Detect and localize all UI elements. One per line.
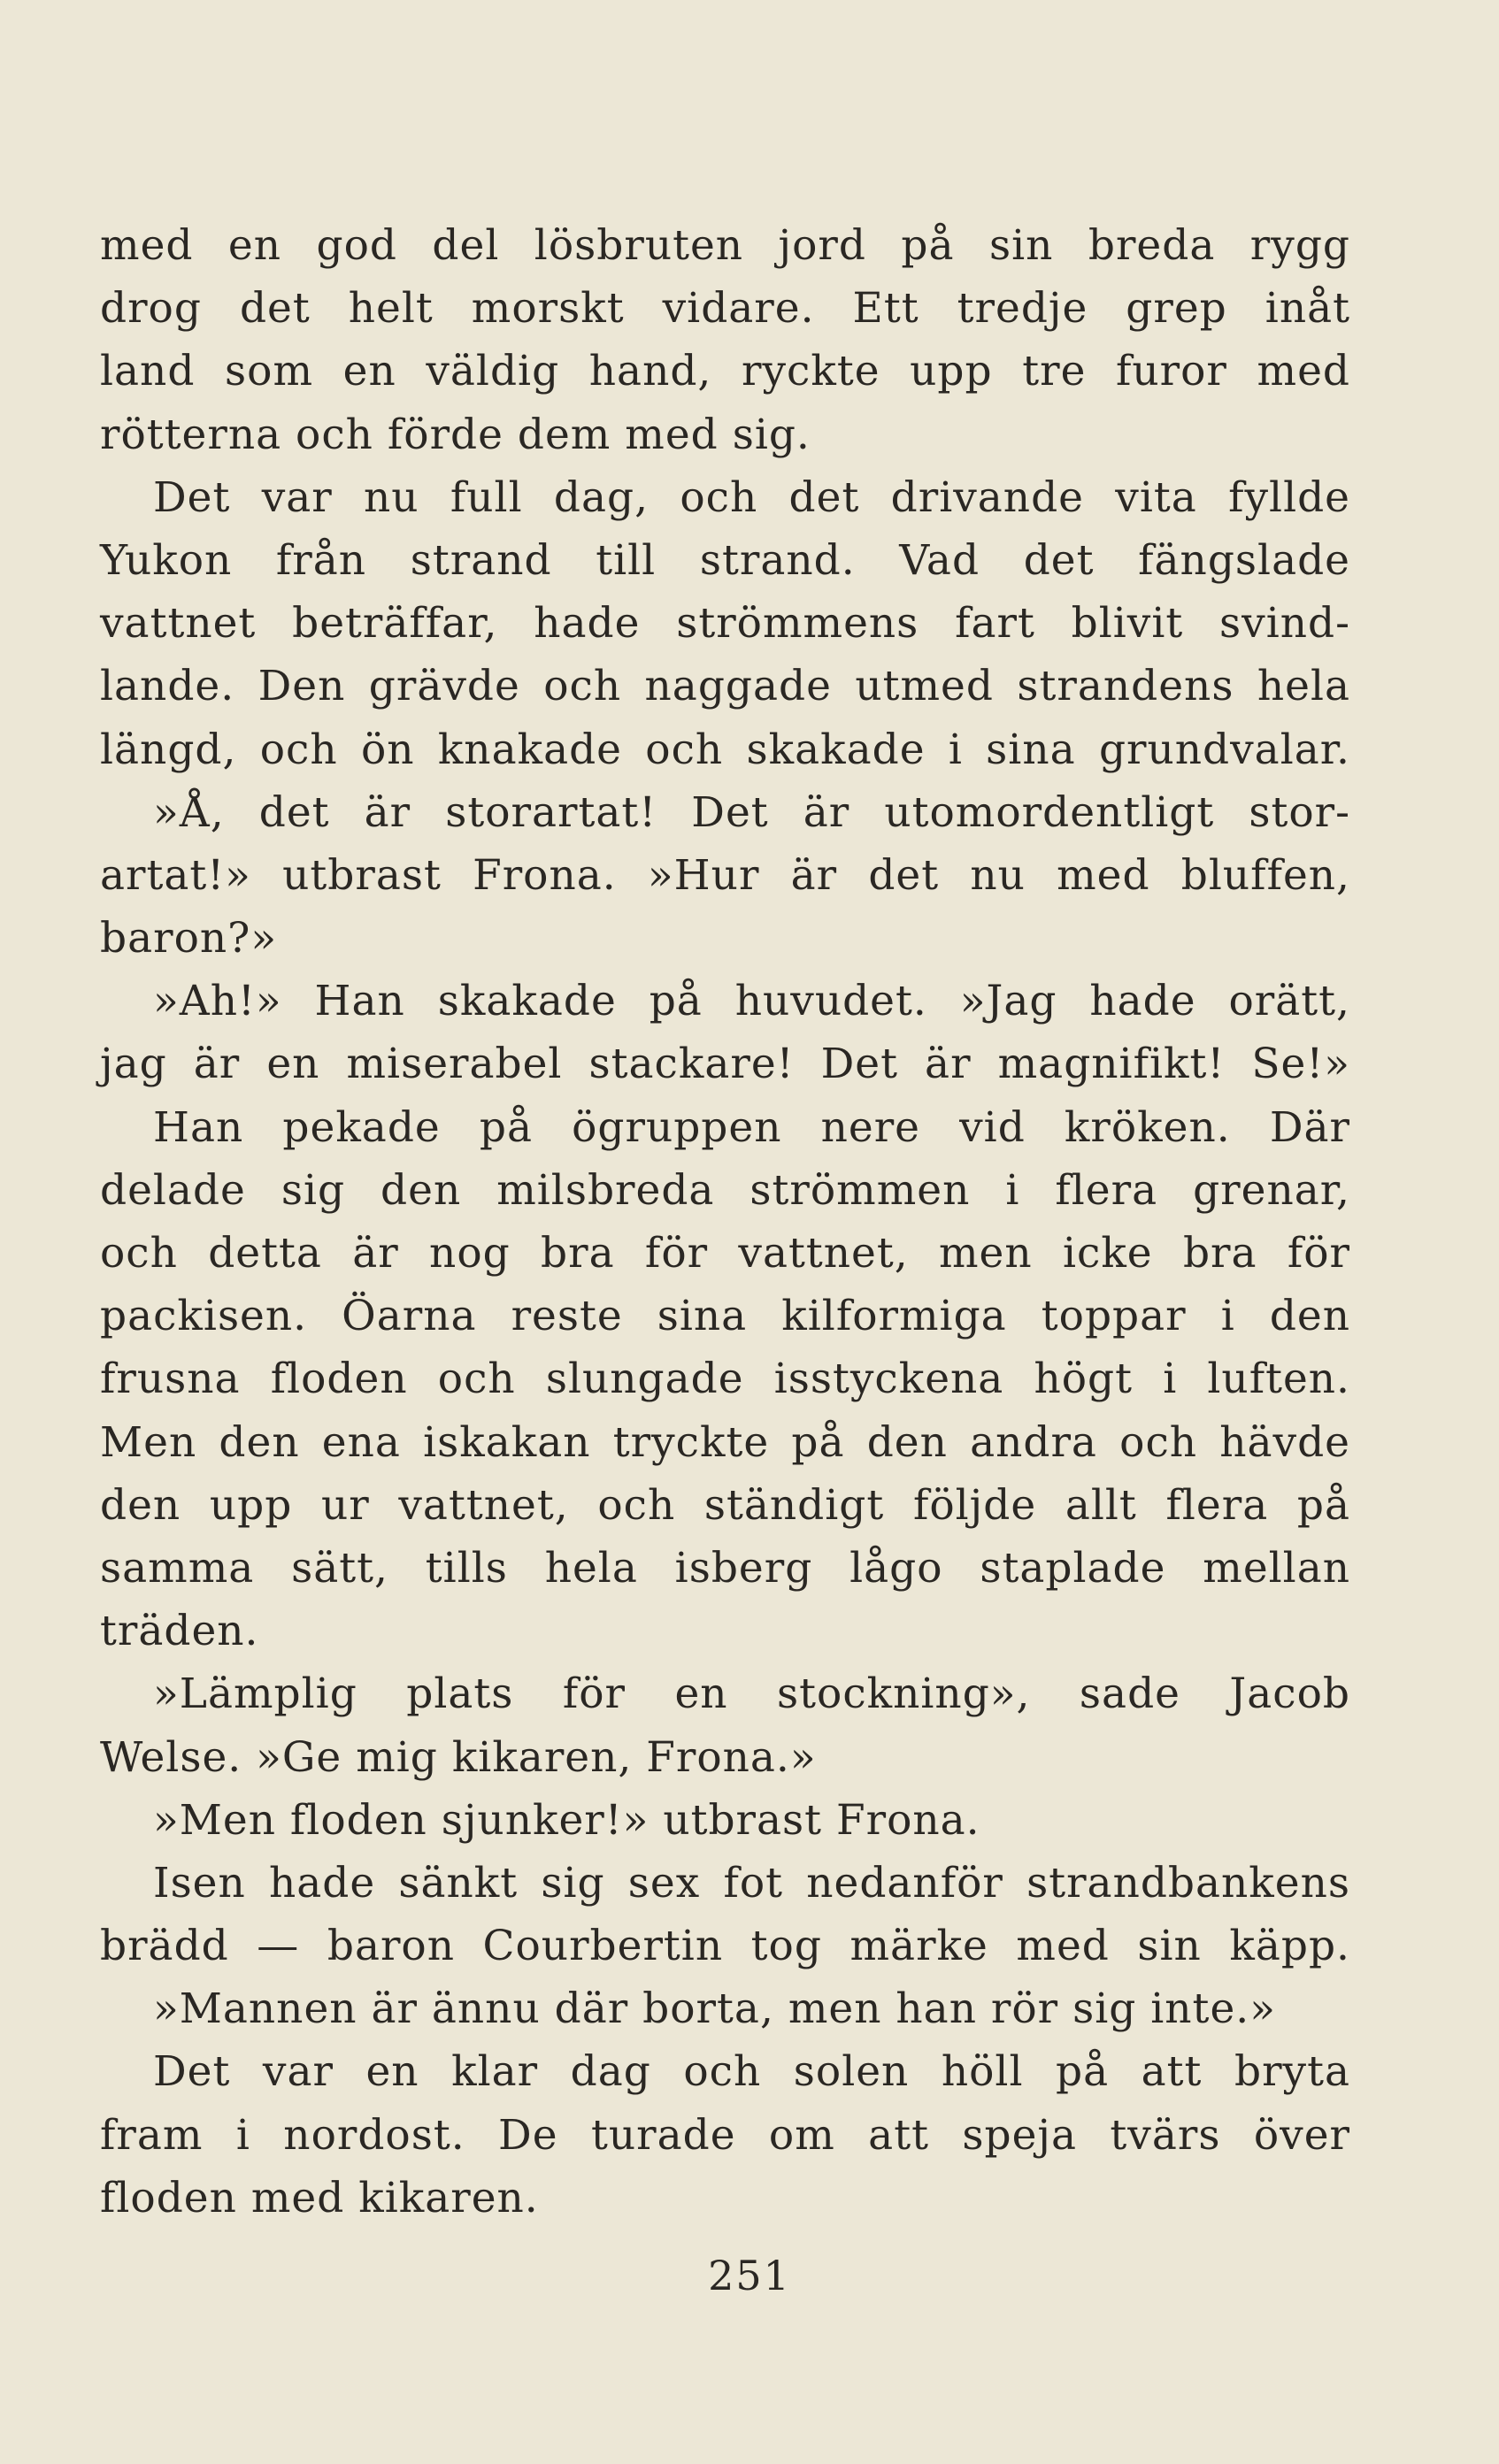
- text-line: delade sig den milsbreda strömmen i flera grenar,: [100, 1165, 1350, 1215]
- text-line: rötterna och förde dem med sig.: [100, 410, 811, 459]
- text-line: träden.: [100, 1607, 259, 1656]
- text-line: »Ah!» Han skakade på huvudet. »Jag hade orätt,: [153, 977, 1350, 1026]
- text-line: floden med kikaren.: [100, 2173, 539, 2222]
- text-line: längd, och ön knakade och skakade i sina grundvalar.: [100, 725, 1350, 774]
- text-line: land som en väldig hand, ryckte upp tre furor med: [100, 347, 1350, 396]
- text-line: baron?»: [100, 914, 278, 963]
- text-line: packisen. Öarna reste sina kilformiga toppar i den: [100, 1292, 1350, 1341]
- text-line: »Men floden sjunker!» utbrast Frona.: [153, 1795, 980, 1845]
- text-line: Han pekade på ögruppen nere vid kröken. Där: [153, 1102, 1350, 1152]
- text-line: Isen hade sänkt sig sex fot nedanför strandbankens: [153, 1858, 1350, 1907]
- text-line: den upp ur vattnet, och ständigt följde allt flera på: [100, 1480, 1350, 1530]
- text-line: jag är en miserabel stackare! Det är magnifikt! Se!»: [100, 1040, 1350, 1089]
- text-line: »Å, det är storartat! Det är utomordentligt stor-: [153, 787, 1350, 837]
- text-line: Men den ena iskakan tryckte på den andra och hävde: [100, 1417, 1350, 1467]
- text-line: artat!» utbrast Frona. »Hur är det nu med bluffen,: [100, 850, 1350, 900]
- text-line: med en god del lösbruten jord på sin breda rygg: [100, 221, 1350, 270]
- text-line: »Lämplig plats för en stockning», sade Jacob: [153, 1670, 1350, 1719]
- text-line: och detta är nog bra för vattnet, men icke bra för: [100, 1229, 1350, 1278]
- text-line: Welse. »Ge mig kikaren, Frona.»: [100, 1732, 817, 1782]
- text-line: Det var nu full dag, och det drivande vita fyllde: [153, 472, 1350, 522]
- page-number: 251: [708, 2252, 791, 2299]
- text-line: vattnet beträffar, hade strömmens fart blivit svind-: [100, 599, 1350, 649]
- text-line: brädd — baron Courbertin tog märke med sin käpp.: [100, 1922, 1350, 1971]
- text-line: lande. Den grävde och naggade utmed strandens hela: [100, 662, 1350, 711]
- text-line: fram i nordost. De turade om att speja tvärs över: [100, 2110, 1350, 2160]
- text-line: »Mannen är ännu där borta, men han rör sig inte.»: [153, 1984, 1276, 2034]
- text-line: drog det helt morskt vidare. Ett tredje grep inåt: [100, 284, 1350, 334]
- text-line: frusna floden och slungade isstyckena högt i luften.: [100, 1355, 1350, 1404]
- text-line: Det var en klar dag och solen höll på att bryta: [153, 2047, 1350, 2097]
- text-line: samma sätt, tills hela isberg lågo staplade mellan: [100, 1543, 1350, 1593]
- text-line: Yukon från strand till strand. Vad det fängslade: [100, 535, 1350, 585]
- body-text: [100, 214, 1350, 2230]
